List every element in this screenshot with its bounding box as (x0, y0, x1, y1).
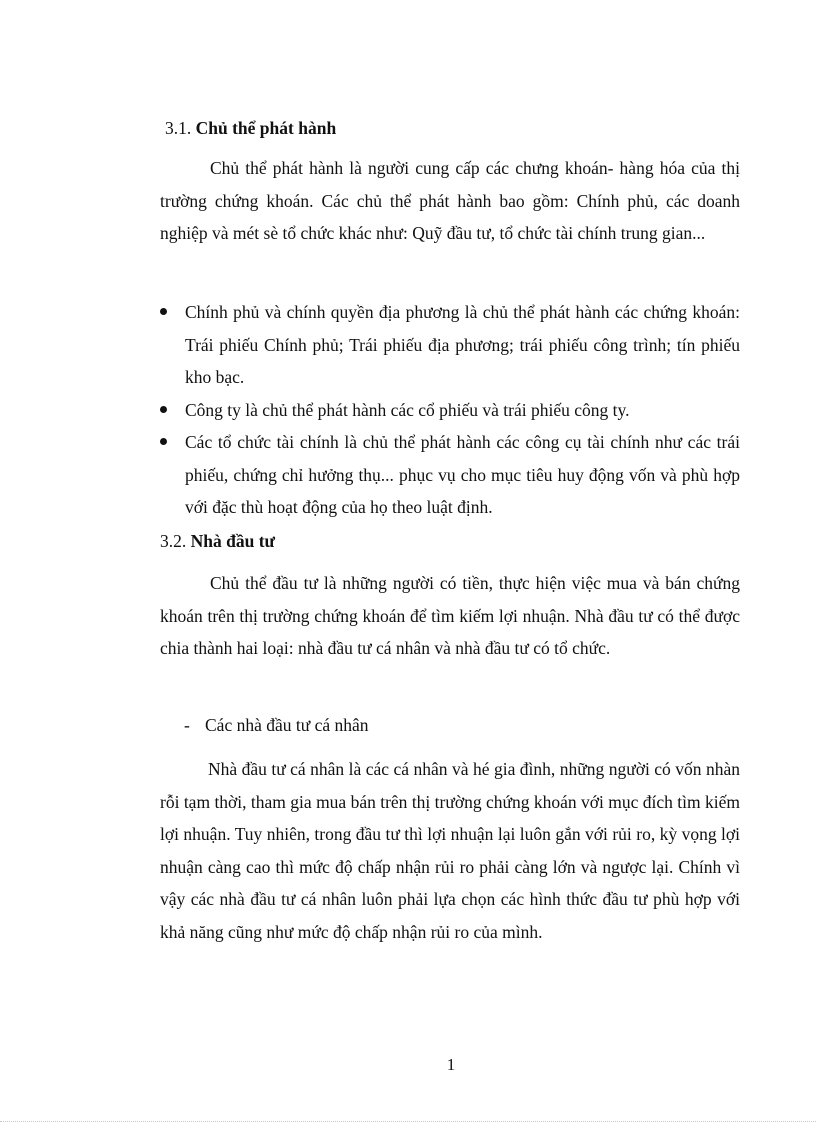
individual-investors-paragraph: Nhà đầu tư cá nhân là các cá nhân và hé gia đình, những người có vốn nhàn rỗi tạm thời, tham gia mua bán trên thị trường chứng khoán với mục đích tìm kiếm lợi nhuận. Tuy nhiên, trong đầu tư thì lợi nhuận lại luôn gắn với rủi ro, kỳ vọng lợi nhuận càng cao thì mức độ chấp nhận rủi ro phải càng lớn và ngược lại. Chính vì vậy các nhà đầu tư cá nhân luôn phải lựa chọn các hình thức đầu tư phù hợp với khả năng cũng như mức độ chấp nhận rủi ro của mình. (160, 759, 740, 942)
section-3-1-title: Chủ thể phát hành (195, 118, 337, 138)
bullet-icon (160, 438, 167, 445)
list-item (160, 426, 740, 524)
page-number: 1 (446, 1055, 456, 1074)
list-item-text: Chính phủ và chính quyền địa phương là chủ thể phát hành các chứng khoán: Trái phiếu Chính phủ; Trái phiếu địa phương; trái phiếu công trình; tín phiếu kho bạc. (185, 302, 740, 387)
bullet-icon (160, 308, 167, 315)
section-3-1-paragraph: Chủ thể phát hành là người cung cấp các chưng khoán- hàng hóa của thị trường chứng khoán. Các chủ thể phát hành bao gồm: Chính phủ, các doanh nghiệp và mét sè tổ chức khác như: Quỹ đầu tư, tổ chức tài chính trung gian... (160, 158, 740, 243)
subheading-text: Các nhà đầu tư cá nhân (205, 715, 369, 735)
bullet-icon (160, 406, 167, 413)
section-3-1-number: 3.1. (165, 118, 192, 138)
list-item-text: Các tổ chức tài chính là chủ thể phát hành các công cụ tài chính như các trái phiếu, chứng chỉ hưởng thụ... phục vụ cho mục tiêu huy động vốn và phù hợp với đặc thù hoạt động của họ theo luật định. (185, 432, 740, 517)
list-item (160, 296, 740, 394)
section-3-1-heading (165, 116, 336, 140)
list-item-text: Công ty là chủ thể phát hành các cổ phiếu và trái phiếu công ty. (185, 399, 630, 420)
section-3-2-number: 3.2. (160, 531, 187, 551)
section-3-2-heading (160, 529, 275, 553)
list-item (160, 394, 740, 427)
page-bottom-divider (0, 1121, 816, 1122)
dash-marker: - (184, 715, 190, 735)
section-3-2-paragraph: Chủ thể đầu tư là những người có tiền, thực hiện việc mua và bán chứng khoán trên thị trường chứng khoán để tìm kiếm lợi nhuận. Nhà đầu tư có thể được chia thành hai loại: nhà đầu tư cá nhân và nhà đầu tư có tổ chức. (160, 573, 740, 658)
individual-investors-subheading (184, 713, 369, 737)
issuer-bullet-list (160, 296, 740, 524)
section-3-2-title: Nhà đầu tư (190, 531, 276, 551)
